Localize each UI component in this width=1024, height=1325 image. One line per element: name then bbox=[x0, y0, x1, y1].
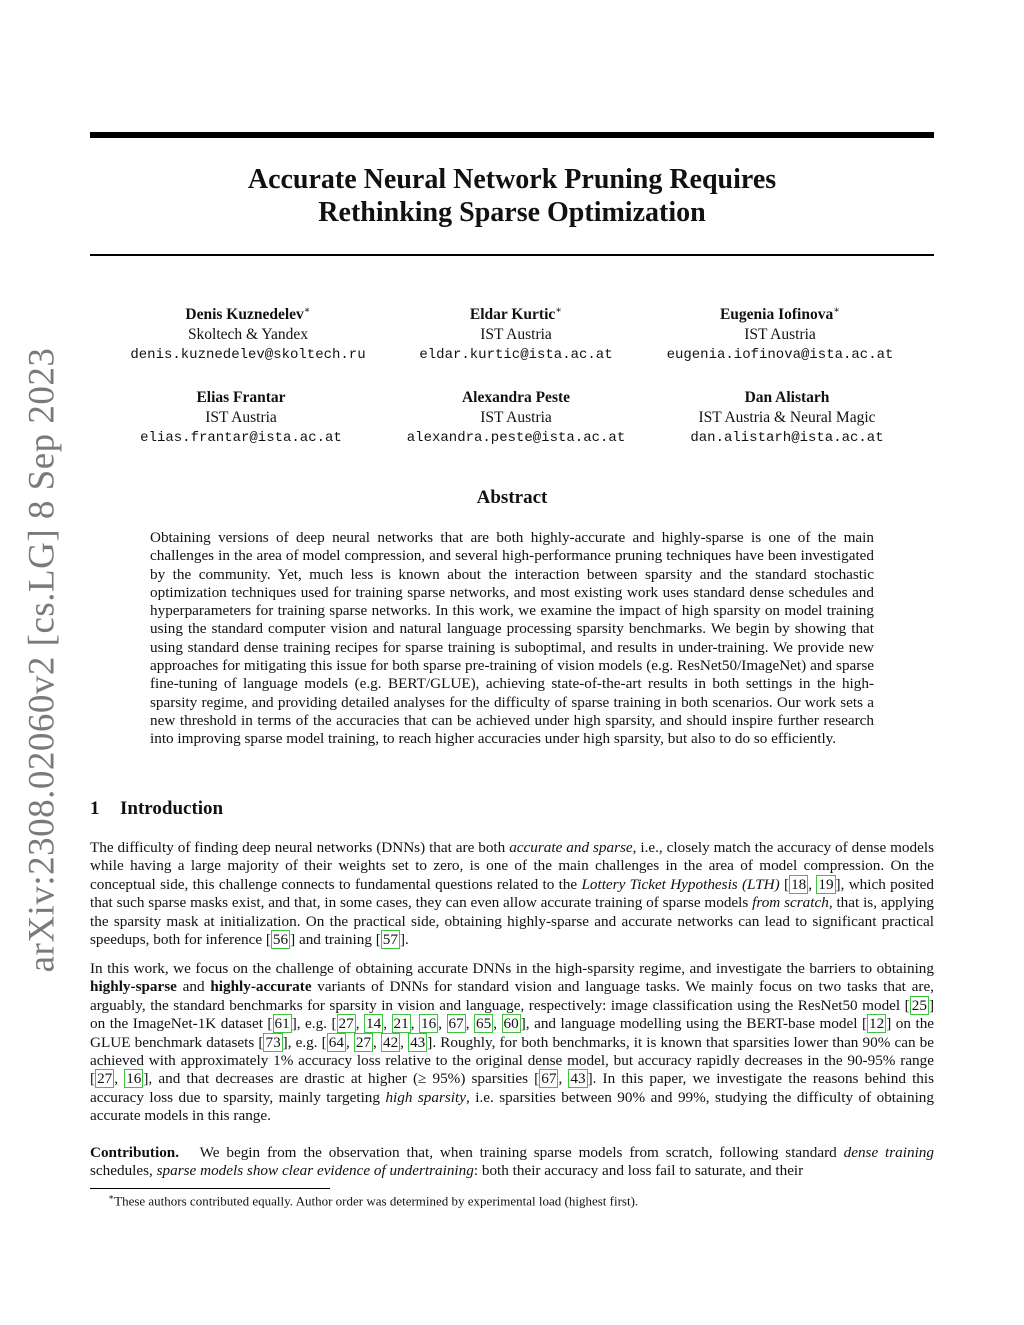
citation-link[interactable]: 67 bbox=[448, 1015, 464, 1033]
citation-link[interactable]: 65 bbox=[476, 1015, 492, 1033]
author-email[interactable]: eugenia.iofinova@ista.ac.at bbox=[666, 347, 894, 364]
author-name: Elias Frantar bbox=[196, 389, 286, 407]
author-block bbox=[91, 384, 391, 448]
title-bottom-rule bbox=[90, 254, 934, 256]
citation-link[interactable]: 73 bbox=[265, 1033, 281, 1051]
author-email[interactable]: eldar.kurtic@ista.ac.at bbox=[419, 347, 613, 364]
author-affiliation: IST Austria bbox=[205, 409, 277, 427]
author-name: Dan Alistarh bbox=[744, 389, 830, 407]
title-line-1: Accurate Neural Network Pruning Requires bbox=[247, 164, 777, 195]
author-block bbox=[366, 301, 666, 365]
title-top-rule bbox=[90, 132, 934, 138]
author-email[interactable]: dan.alistarh@ista.ac.at bbox=[690, 430, 884, 447]
author-name: Alexandra Peste bbox=[461, 389, 571, 407]
author-name: Eldar Kurtic∗ bbox=[469, 305, 563, 324]
citation-link[interactable]: 16 bbox=[421, 1015, 437, 1033]
author-affiliation: IST Austria bbox=[744, 326, 816, 344]
section-number: 1 bbox=[90, 798, 100, 819]
citation-link[interactable]: 16 bbox=[126, 1070, 142, 1088]
intro-paragraph-2: In this work, we focus on the challenge of obtaining accurate DNNs in the high-sparsity regime, and investigate the barriers to obtaining highly-sparse and highly-accurate variants of DNNs for standard vision and language tasks. We mainly focus on two tasks that are, arguably, the standard benchmarks for sparsity in vision and language, respectively: image classification using the ResNet50 model [ 25 ] on the ImageNet-1K dataset [ 61 ], e.g. [ 27 , 14 , 21 , 16 , 67 , 65 , 60 ], and language modelling using the BERT-base model [ 12 ] on the GLUE benchmark datasets [ 73 ], e.g. [ 64 , 27 , 42 , 43 ]. Roughly, for both benchmarks, it is known that sparsities lower than 90% can be achieved with approximately 1% accuracy loss relative to the original dense model, but accuracy rapidly decreases in the 90-95% range [ 27 , 16 ], and that decreases are drastic at higher (≥ 95%) sparsities [ 67 , 43 ]. In this paper, we investigate the reasons behind this accuracy loss due to sparsity, mainly targeting high sparsity, i.e. sparsities between 90% and 99%, studying the difficulty of obtaining accurate models in this range. bbox=[90, 960, 935, 1125]
citation-link[interactable]: 56 bbox=[272, 931, 289, 949]
author-block bbox=[98, 301, 398, 365]
author-email[interactable]: denis.kuznedelev@skoltech.ru bbox=[130, 347, 366, 364]
citation-link[interactable]: 60 bbox=[503, 1015, 519, 1033]
paper-title bbox=[90, 163, 934, 229]
citation-link[interactable]: 43 bbox=[570, 1070, 586, 1088]
author-affiliation: IST Austria bbox=[480, 326, 552, 344]
footnote-rule bbox=[90, 1188, 330, 1189]
arxiv-identifier: arXiv:2308.02060v2 [cs.LG] 8 Sep 2023 bbox=[21, 347, 63, 973]
citation-link[interactable]: 27 bbox=[338, 1015, 354, 1033]
citation-link[interactable]: 19 bbox=[818, 875, 834, 893]
citation-link[interactable]: 27 bbox=[355, 1033, 372, 1051]
citation-link[interactable]: 25 bbox=[911, 996, 927, 1014]
author-block bbox=[637, 384, 937, 448]
footnote-text: These authors contributed equally. Author order was determined by experimental load (highest first). bbox=[114, 1193, 639, 1209]
footnote bbox=[108, 1192, 638, 1209]
contribution-paragraph: Contribution. We begin from the observation that, when training sparse models from scratch, following standard dense training schedules, sparse models show clear evidence of undertraining: both their accuracy and loss fail to saturate, and their bbox=[90, 1144, 934, 1180]
citation-link[interactable]: 57 bbox=[382, 931, 398, 949]
author-affiliation: IST Austria & Neural Magic bbox=[698, 409, 876, 427]
citation-link[interactable]: 18 bbox=[791, 875, 807, 893]
citation-link[interactable]: 42 bbox=[382, 1033, 399, 1051]
citation-link[interactable]: 67 bbox=[541, 1070, 557, 1088]
citation-link[interactable]: 27 bbox=[97, 1070, 113, 1088]
author-affiliation: IST Austria bbox=[480, 409, 552, 427]
author-name: Denis Kuznedelev∗ bbox=[185, 305, 311, 324]
author-email[interactable]: elias.frantar@ista.ac.at bbox=[140, 430, 342, 447]
author-affiliation: Skoltech & Yandex bbox=[187, 326, 309, 344]
citation-link[interactable]: 21 bbox=[393, 1015, 409, 1033]
author-name: Eugenia Iofinova∗ bbox=[719, 305, 841, 324]
intro-paragraph-1: The difficulty of finding deep neural networks (DNNs) that are both accurate and sparse, i.e., closely match the accuracy of dense models while having a large majority of their weights set to zero, is one of the main challenges in the area of model compression. On the conceptual side, this challenge connects to fundamental questions related to the Lottery Ticket Hypothesis (LTH) [ 18 , 19 ], which posited that such sparse masks exist, and that, in some cases, they can even allow accurate training of sparse models from scratch, that is, applying the sparsity mask at initialization. On the practical side, obtaining highly-sparse and accurate networks can lead to significant practical speedups, both for inference [ 56 ] and training [ 57 ]. bbox=[90, 839, 935, 949]
author-block bbox=[366, 384, 666, 448]
citation-link[interactable]: 64 bbox=[328, 1033, 344, 1051]
footnote-mark: ∗ bbox=[108, 1192, 115, 1202]
paragraph-label: Contribution. bbox=[90, 1144, 180, 1161]
section-title: Introduction bbox=[120, 798, 224, 819]
citation-link[interactable]: 14 bbox=[366, 1015, 382, 1033]
citation-link[interactable]: 12 bbox=[869, 1015, 885, 1033]
abstract-heading: Abstract bbox=[476, 487, 548, 508]
citation-link[interactable]: 61 bbox=[274, 1015, 290, 1033]
abstract-text: Obtaining versions of deep neural networks that are both highly-accurate and highly-sparse is one of the main challenges in the area of model compression, and several high-performance pruning techniques have been investigated by the community. Yet, much less is known about the interaction between sparsity and the standard stochastic optimization techniques used for training sparse networks, and most existing work uses standard dense schedules and hyperparameters for training sparse networks. In this work, we examine the impact of high sparsity on model training using the standard computer vision and natural language processing sparsity benchmarks. We begin by showing that using standard dense training recipes for sparse training is suboptimal, and results in under-training. We provide new approaches for mitigating this issue for both sparse pre-training of vision models (e.g. ResNet50/ImageNet) and sparse fine-tuning of language models (e.g. BERT/GLUE), achieving state-of-the-art results in both settings in the high-sparsity regime, and providing detailed analyses for the difficulty of sparse training in both scenarios. Our work sets a new threshold in terms of the accuracies that can be achieved under high sparsity, and should inspire further research into improving sparse model training, to reach higher accuracies under high sparsity, but also to do so efficiently. bbox=[150, 529, 874, 748]
title-line-2: Rethinking Sparse Optimization bbox=[318, 197, 706, 228]
section-heading bbox=[90, 798, 223, 820]
author-email[interactable]: alexandra.peste@ista.ac.at bbox=[406, 430, 626, 447]
author-block bbox=[630, 301, 930, 365]
citation-link[interactable]: 43 bbox=[410, 1033, 426, 1051]
